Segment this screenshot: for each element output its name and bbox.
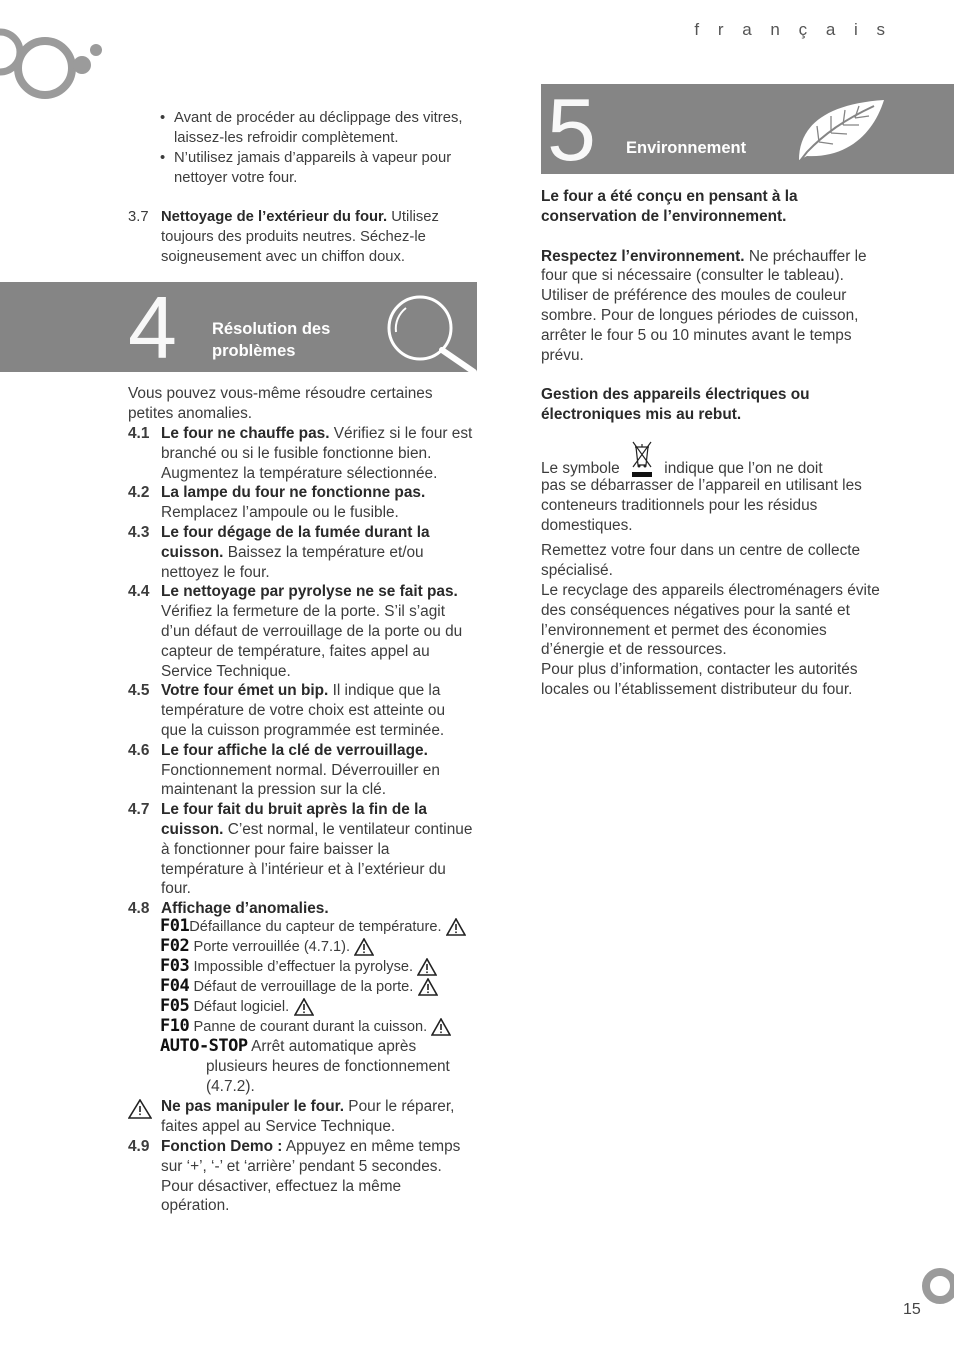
error-row (160, 997, 314, 1018)
error-text: (4.7.2). (206, 1077, 255, 1095)
error-row (160, 937, 374, 958)
item-text: Remplacez l’ampoule ou le fusible. (161, 504, 399, 522)
list-item (128, 582, 473, 681)
list-item (128, 523, 473, 582)
error-code: F05 (160, 996, 190, 1016)
error-text: plusieurs heures de fonctionnement (206, 1058, 450, 1075)
troubleshooting-list (128, 424, 473, 919)
error-text: Panne de courant durant la cuisson. (193, 1019, 428, 1035)
section-title-line: Résolution des (212, 320, 331, 338)
section-4-intro: Vous pouvez vous-même résoudre certaines petites anomalies. (128, 385, 433, 422)
error-row-autostop (160, 1037, 416, 1057)
item-text: Baissez la température et/ou nettoyez le four. (161, 543, 424, 581)
section-title-line: problèmes (212, 342, 296, 360)
respect-text: Ne préchauffer le four que si nécessaire (consulter le tableau). Utiliser de préférence des moules de couleur sombre. Pour de longues périodes de cuisson, arrêter le four 5 ou 10 minutes avant le temps prévu. (541, 247, 867, 364)
error-code: F03 (160, 956, 190, 976)
collect-paragraph: Remettez votre four dans un centre de collecte spécialisé. (541, 542, 861, 580)
item-text: Appuyez en même temps sur ‘+’, ‘-’ et ‘arrière’ pendant 5 secondes. Pour désactiver, effectuez la même opération. (161, 1138, 461, 1215)
warning-icon (418, 978, 438, 996)
leaf-icon (789, 92, 889, 172)
item-number: 4.6 (128, 741, 150, 759)
error-row (160, 1017, 451, 1038)
symbol-text-post: indique que l’on ne doit (664, 460, 823, 478)
autostop-text-continued (206, 1057, 450, 1097)
item-number: 4.2 (128, 484, 150, 502)
section-4-9 (128, 1137, 473, 1216)
item-text: Utilisez toujours des produits neutres. Séchez-le soigneusement avec un chiffon doux. (161, 209, 439, 265)
warning-icon (446, 918, 466, 936)
section-number: 5 (547, 80, 596, 179)
symbol-text-pre: Le symbole (541, 460, 620, 478)
section-4-banner (0, 278, 477, 377)
brand-circle-corner (920, 1266, 954, 1306)
item-heading: Le four ne chauffe pas. (161, 425, 330, 442)
item-heading: Le four fait du bruit après la fin de la cuisson. (161, 801, 427, 838)
list-item: • N’utilisez jamais d’appareils à vapeur pour nettoyer votre four. (158, 148, 468, 188)
section-title (212, 318, 330, 362)
error-code: F02 (160, 936, 190, 956)
item-heading: Le four dégage de la fumée durant la cuisson. (161, 523, 430, 561)
section-5-content (541, 187, 881, 700)
item-heading: Le four affiche la clé de verrouillage. (161, 741, 428, 759)
warning-icon (294, 998, 314, 1016)
item-number: 3.7 (128, 209, 149, 225)
section-number: 4 (128, 278, 177, 377)
error-code: F04 (160, 976, 190, 996)
error-text: Arrêt automatique après (251, 1038, 417, 1055)
item-heading: Le nettoyage par pyrolyse ne se fait pas. (161, 583, 458, 601)
error-row (160, 957, 437, 978)
respect-heading: Respectez l’environnement. (541, 247, 745, 265)
section-3-7 (128, 207, 473, 267)
item-heading: Fonction Demo : (161, 1138, 283, 1155)
item-number: 4.1 (128, 425, 150, 442)
list-item (128, 741, 473, 800)
info-paragraph: Pour plus d’information, contacter les autorités locales ou l’établissement distributeur du four. (541, 661, 858, 698)
list-item (128, 800, 473, 899)
error-text: Porte verrouillée (4.7.1). (193, 939, 351, 955)
symbol-paragraph (541, 439, 881, 535)
error-row (160, 977, 438, 998)
language-label: f r a n ç a i s (694, 20, 892, 39)
warning-icon (417, 958, 437, 976)
error-code: F01 (160, 916, 190, 936)
gestion-heading: Gestion des appareils électriques ou électroniques mis au rebut. (541, 386, 810, 424)
list-item (128, 483, 473, 523)
warning-icon (354, 938, 374, 956)
item-text: Vérifiez la fermeture de la porte. S’il s’agit d’un défaut de verrouillage de la porte ou du capteur de température, faites appel au Service Technique. (161, 603, 463, 680)
error-code-list (0, 917, 477, 1097)
error-text: Défaillance du capteur de température. (189, 919, 442, 935)
error-row (160, 917, 466, 938)
item-heading: Affichage d’anomalies. (161, 900, 329, 918)
brand-circles-logo (0, 20, 110, 110)
respect-paragraph (541, 247, 881, 366)
item-heading: Votre four émet un bip. (161, 682, 329, 700)
item-number: 4.9 (128, 1138, 150, 1155)
warning-heading: Ne pas manipuler le four. (161, 1098, 345, 1115)
item-number: 4.8 (128, 900, 150, 918)
warning-text: Pour le réparer, faites appel au Service Technique. (161, 1098, 455, 1135)
list-item: • Avant de procéder au déclippage des vitres, laissez-les refroidir complètement. (158, 108, 468, 148)
magnifier-icon (382, 290, 477, 372)
item-heading: La lampe du four ne fonctionne pas. (161, 484, 426, 502)
item-text: Il indique que la température de votre choix est atteinte ou que la cuisson programmée est terminée. (161, 682, 446, 739)
page-number: 15 (903, 1301, 921, 1318)
item-number: 4.3 (128, 523, 150, 541)
intro-bullet-list (158, 108, 468, 188)
error-code: F10 (160, 1016, 190, 1036)
section-5-lead: Le four a été conçu en pensant à la conservation de l’environnement. (541, 188, 798, 225)
error-code: AUTO-STOP (160, 1036, 248, 1056)
list-item (128, 681, 473, 740)
warning-note (128, 1097, 473, 1137)
recycle-paragraph: Le recyclage des appareils électroménagers évite des conséquences négatives pour la santé et l’environnement et permet des économies d’énergie et de ressources. (541, 581, 880, 659)
item-number: 4.4 (128, 583, 150, 601)
section-title: Environnement (626, 139, 747, 157)
crossed-bin-icon (630, 439, 654, 479)
error-text: Impossible d’effectuer la pyrolyse. (193, 959, 414, 975)
item-text: C’est normal, le ventilateur continue à fonctionner pour faire baisser la température à l’intérieur et à l’extérieur du four. (161, 820, 473, 898)
warning-icon (431, 1018, 451, 1036)
section-5-banner (541, 80, 954, 179)
error-text: Défaut logiciel. (193, 999, 290, 1015)
item-text: Vérifiez si le four est branché ou si le fusible fonctionne bien. Augmentez la température sélectionnée. (161, 425, 473, 482)
error-text: Défaut de verrouillage de la porte. (193, 979, 414, 995)
item-text: Fonctionnement normal. Déverrouiller en maintenant la pression sur la clé. (161, 761, 440, 799)
list-item (128, 424, 473, 483)
symbol-text-rest: pas se débarrasser de l’appareil en utilisant les conteneurs traditionnels pour les résidus domestiques. (541, 476, 862, 534)
item-number: 4.5 (128, 682, 150, 700)
warning-icon (128, 1099, 152, 1119)
item-heading: Nettoyage de l’extérieur du four. (161, 209, 388, 225)
item-number: 4.7 (128, 801, 150, 819)
